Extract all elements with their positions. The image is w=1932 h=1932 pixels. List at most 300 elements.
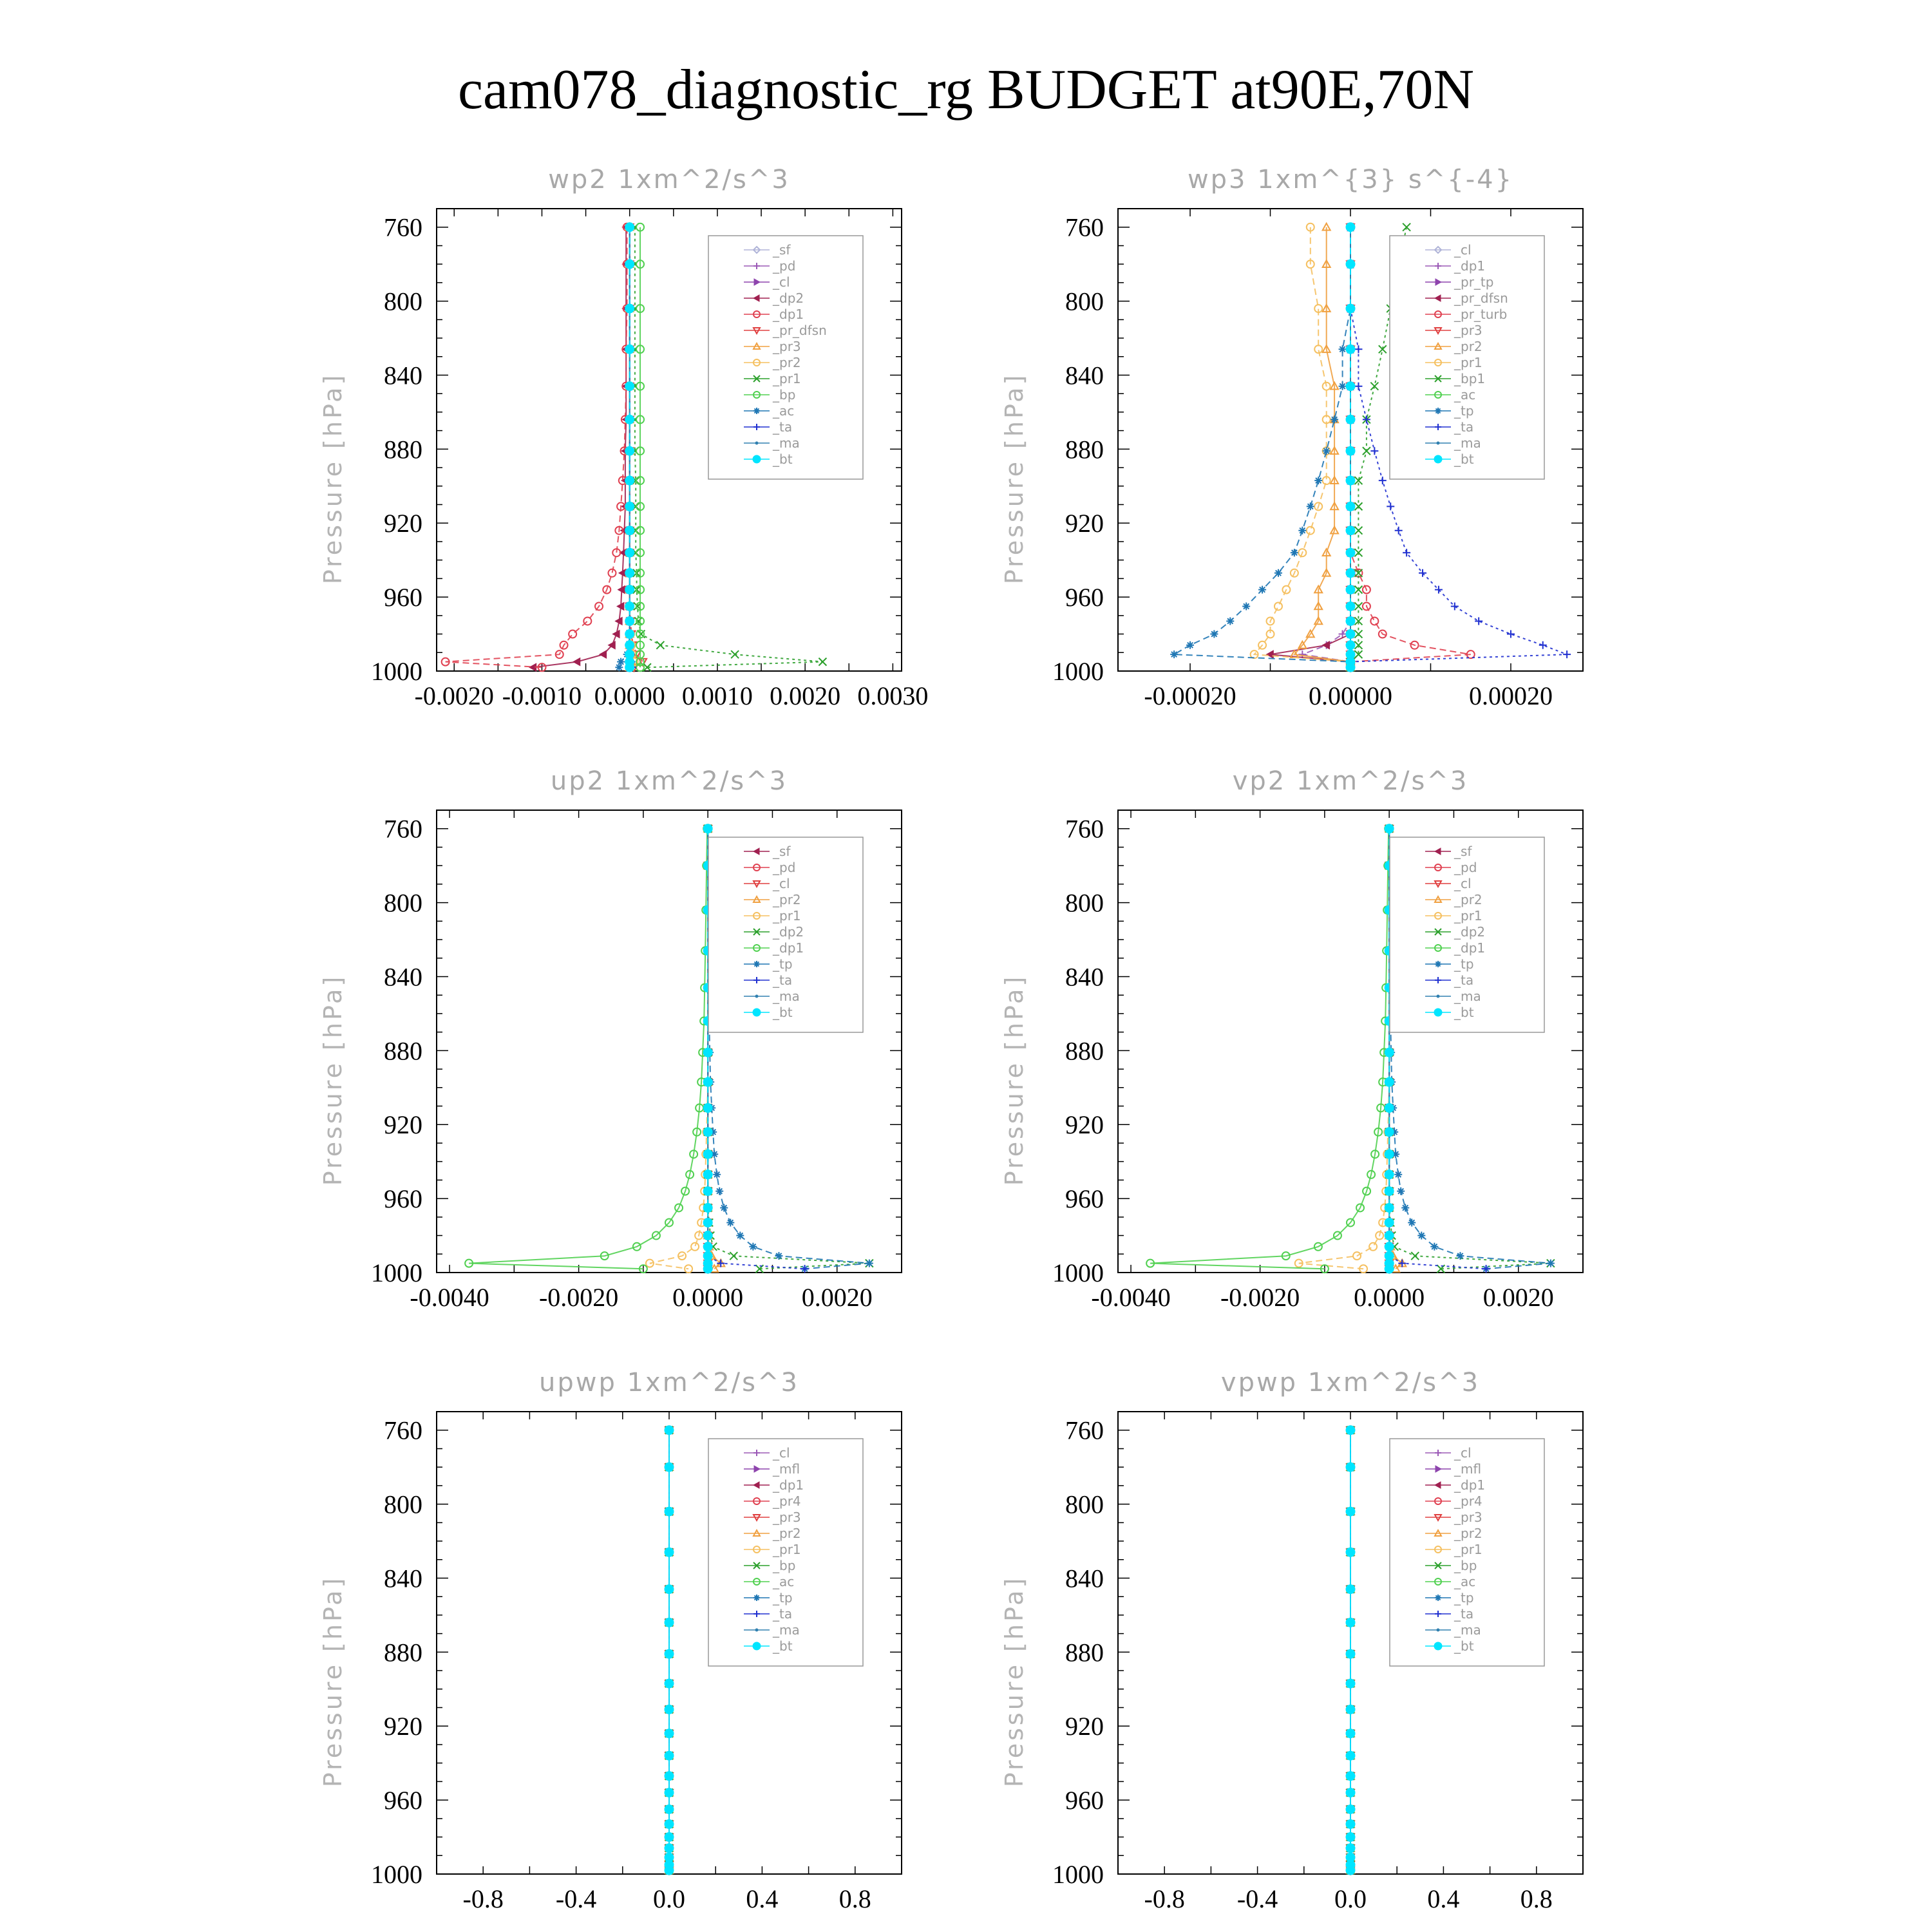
legend-marker: [1437, 995, 1440, 998]
legend-label: _pr2: [773, 1526, 801, 1541]
legend-label: _dp1: [1454, 940, 1486, 956]
data-point: [1346, 415, 1355, 424]
data-point: [1242, 602, 1250, 610]
data-point: [1307, 527, 1314, 535]
data-point: [1346, 641, 1355, 650]
y-tick-label: 920: [384, 1712, 422, 1741]
data-point: [1385, 1231, 1394, 1240]
x-tick-label: -0.0020: [414, 681, 494, 710]
legend-label: _pr_dfsn: [1454, 290, 1508, 306]
data-point: [1274, 569, 1282, 577]
data-point: [1379, 477, 1387, 484]
data-point: [625, 446, 634, 455]
legend-marker: [1434, 1009, 1442, 1016]
x-tick-label: -0.00020: [1144, 681, 1236, 710]
data-point: [866, 1260, 873, 1267]
data-point: [1346, 526, 1355, 535]
y-tick-label: 760: [1065, 1416, 1104, 1445]
data-point: [1385, 1218, 1394, 1227]
data-point: [569, 630, 576, 638]
data-point: [665, 1729, 674, 1738]
data-point: [665, 1463, 674, 1472]
data-point: [583, 617, 591, 625]
data-point: [1346, 345, 1355, 354]
data-point: [665, 1507, 674, 1516]
data-point: [1346, 446, 1355, 455]
data-point: [1346, 601, 1355, 611]
data-point: [665, 1618, 674, 1627]
data-point: [1354, 630, 1362, 638]
data-point: [625, 223, 634, 232]
data-point: [1346, 304, 1355, 313]
x-tick-label: 0.0020: [801, 1283, 873, 1312]
legend-marker: [753, 455, 761, 463]
y-axis-label: Pressure [hPa]: [319, 974, 347, 1186]
legend-label: _sf: [773, 242, 791, 258]
data-point: [665, 1705, 674, 1714]
y-tick-label: 920: [1065, 509, 1104, 538]
series-linedp1: [469, 829, 707, 1269]
y-tick-label: 800: [1065, 287, 1104, 316]
data-point: [1346, 1804, 1355, 1814]
legend-label: _pr1: [773, 908, 801, 923]
legend-label: _pr1: [773, 1542, 801, 1557]
data-point: [1346, 1788, 1355, 1797]
data-point: [1397, 1188, 1405, 1195]
legend-marker: [1434, 1642, 1442, 1650]
data-point: [720, 1204, 728, 1211]
data-point: [1346, 585, 1355, 594]
legend-label: _dp1: [773, 940, 804, 956]
legend-label: _dp1: [1454, 258, 1486, 274]
legend-marker: [753, 961, 760, 967]
y-tick-label: 960: [1065, 1786, 1104, 1815]
legend-label: _pr1: [1454, 1542, 1482, 1557]
data-point: [1385, 1103, 1394, 1112]
y-axis-label: Pressure [hPa]: [319, 1575, 347, 1788]
legend-label: _pr_tp: [1454, 274, 1494, 290]
legend-marker: [1435, 408, 1441, 414]
legend-label: _pr2: [1454, 339, 1482, 354]
y-tick-label: 760: [1065, 814, 1104, 844]
series-markersdp1: [465, 825, 711, 1273]
legend-label: _pd: [773, 860, 796, 875]
data-point: [1346, 1866, 1355, 1875]
legend-label: _pr_turb: [1454, 307, 1508, 322]
series-markersdp1: [442, 223, 631, 672]
legend-label: _dp1: [773, 307, 804, 322]
data-point: [1417, 1232, 1425, 1240]
y-tick-label: 760: [384, 814, 422, 844]
legend-label: _cl: [1454, 1445, 1472, 1461]
data-point: [1354, 586, 1362, 594]
y-tick-label: 880: [1065, 1036, 1104, 1066]
legend-label: _dp2: [773, 924, 804, 940]
series-markersdp2: [529, 223, 629, 672]
data-point: [1354, 641, 1362, 649]
data-point: [1346, 1772, 1355, 1781]
legend-label: _tp: [1454, 403, 1474, 419]
legend-label: _dp2: [773, 290, 804, 306]
legend-label: _pr_dfsn: [773, 323, 827, 338]
data-point: [1385, 1170, 1394, 1179]
legend-label: _bt: [773, 1638, 793, 1654]
data-point: [703, 1242, 712, 1251]
data-point: [1563, 650, 1571, 658]
data-point: [1370, 383, 1378, 390]
legend-label: _pr3: [1454, 323, 1482, 338]
series-linepr1: [1299, 829, 1389, 1269]
legend-marker: [1437, 442, 1440, 445]
legend-label: _ac: [1454, 1574, 1476, 1589]
data-point: [1346, 476, 1355, 485]
data-point: [1395, 527, 1403, 535]
x-tick-label: 0.0020: [770, 681, 841, 710]
data-point: [1354, 502, 1362, 510]
data-point: [1346, 223, 1355, 232]
panel-title: vp2 1xm^2/s^3: [1232, 766, 1469, 796]
data-point: [665, 1426, 674, 1435]
data-point: [1363, 447, 1370, 455]
data-point: [1346, 260, 1355, 269]
data-point: [1226, 617, 1234, 625]
data-point: [665, 1788, 674, 1797]
legend-marker: [1435, 1595, 1441, 1601]
data-point: [1539, 641, 1547, 649]
y-tick-label: 840: [1065, 361, 1104, 390]
series-linedp1: [446, 227, 627, 668]
y-tick-label: 1000: [1052, 1860, 1104, 1889]
legend-label: _pr2: [773, 355, 801, 370]
data-point: [1346, 1649, 1355, 1658]
data-point: [703, 1187, 712, 1196]
data-point: [1354, 549, 1362, 556]
series-markerspr1: [1295, 825, 1393, 1273]
data-point: [665, 1804, 674, 1814]
legend-label: _cl: [1454, 876, 1472, 891]
x-tick-label: 0.4: [1427, 1884, 1460, 1913]
legend-label: _pr1: [1454, 355, 1482, 370]
y-tick-label: 1000: [1052, 1258, 1104, 1287]
series-markerspr2: [1291, 223, 1354, 670]
legend: [1390, 837, 1544, 1032]
y-tick-label: 840: [1065, 962, 1104, 992]
data-point: [1339, 383, 1347, 390]
y-tick-label: 760: [1065, 213, 1104, 242]
data-point: [625, 630, 634, 639]
legend-label: _ac: [773, 1574, 795, 1589]
data-point: [703, 1103, 712, 1112]
x-tick-label: -0.0040: [1091, 1283, 1171, 1312]
data-point: [1339, 345, 1347, 353]
y-axis-label: Pressure [hPa]: [1000, 372, 1028, 585]
data-point: [703, 1048, 712, 1057]
x-tick-label: -0.0040: [410, 1283, 489, 1312]
data-point: [573, 658, 580, 666]
data-point: [713, 1171, 721, 1179]
legend-label: _pd: [1454, 860, 1477, 875]
legend-label: _mfl: [1454, 1461, 1482, 1477]
y-tick-label: 800: [384, 1490, 422, 1519]
panel-title: up2 1xm^2/s^3: [550, 766, 788, 796]
legend-marker: [753, 1009, 761, 1016]
x-tick-label: 0.8: [838, 1884, 871, 1913]
series-linepr-dfsn: [1271, 227, 1351, 668]
y-tick-label: 960: [1065, 583, 1104, 612]
series-linepr2: [1294, 227, 1350, 668]
legend: [708, 236, 863, 479]
data-point: [730, 1252, 737, 1260]
legend: [1390, 236, 1544, 479]
legend-label: _tp: [773, 1590, 793, 1605]
x-tick-label: 0.0020: [1482, 1283, 1554, 1312]
legend-label: _ta: [773, 972, 793, 988]
legend: [708, 837, 863, 1032]
series-markerspr1: [1251, 223, 1354, 672]
legend-label: _pr3: [773, 1510, 801, 1525]
legend-marker: [753, 1595, 760, 1601]
data-point: [1346, 1844, 1355, 1853]
data-point: [1346, 1507, 1355, 1516]
data-point: [1385, 1242, 1394, 1251]
x-tick-label: 0.8: [1520, 1884, 1553, 1913]
legend: [708, 1439, 863, 1666]
data-point: [1387, 502, 1394, 510]
data-point: [625, 663, 634, 672]
data-point: [1170, 650, 1178, 658]
panel-title: upwp 1xm^2/s^3: [539, 1368, 799, 1397]
data-point: [625, 616, 634, 625]
legend-label: _pr2: [1454, 1526, 1482, 1541]
data-point: [625, 502, 634, 511]
legend-label: _ta: [773, 419, 793, 435]
y-axis-label: Pressure [hPa]: [1000, 1575, 1028, 1788]
panel-title: wp2 1xm^2/s^3: [548, 165, 790, 194]
legend: [1390, 1439, 1544, 1666]
series-group: [1346, 1426, 1355, 1875]
legend-label: _bt: [1454, 1005, 1474, 1020]
legend-label: _pr2: [773, 892, 801, 907]
data-point: [1346, 1618, 1355, 1627]
data-point: [749, 1243, 757, 1251]
panel-upwp: [319, 1368, 902, 1913]
series-linepr1: [1255, 227, 1350, 668]
y-tick-label: 880: [1065, 1638, 1104, 1667]
data-point: [625, 476, 634, 485]
data-point: [1346, 1463, 1355, 1472]
data-point: [600, 650, 607, 658]
data-point: [1346, 548, 1355, 557]
legend-label: _cl: [773, 1445, 790, 1461]
legend-label: _bt: [1454, 1638, 1474, 1654]
legend-label: _tp: [1454, 956, 1474, 972]
data-point: [703, 1218, 712, 1227]
data-point: [1507, 630, 1515, 638]
legend-marker: [755, 442, 759, 445]
x-tick-label: -0.4: [555, 1884, 597, 1913]
data-point: [1354, 602, 1362, 610]
panel-vpwp: [1000, 1368, 1583, 1913]
y-tick-label: 1000: [1052, 657, 1104, 686]
x-tick-label: 0.0000: [594, 681, 665, 710]
legend-label: _tp: [773, 956, 793, 972]
legend-label: _bt: [773, 1005, 793, 1020]
data-point: [1354, 383, 1362, 390]
legend-label: _bp: [1454, 1558, 1477, 1573]
legend-label: _pr3: [773, 339, 801, 354]
x-tick-label: 0.0030: [857, 681, 929, 710]
legend-label: _pr1: [1454, 908, 1482, 923]
x-tick-label: -0.8: [1144, 1884, 1185, 1913]
legend-label: _ma: [773, 435, 800, 451]
legend-label: _ta: [1454, 1606, 1474, 1622]
data-point: [1307, 502, 1314, 510]
data-point: [665, 1819, 674, 1828]
data-point: [1385, 1150, 1394, 1159]
y-tick-label: 1000: [371, 657, 422, 686]
legend-label: _pr4: [1454, 1493, 1482, 1509]
data-point: [665, 1751, 674, 1760]
legend-label: _pr4: [773, 1493, 801, 1509]
data-point: [665, 1585, 674, 1594]
data-point: [1346, 1426, 1355, 1435]
legend-marker: [1437, 1629, 1440, 1632]
y-tick-label: 960: [1065, 1184, 1104, 1214]
data-point: [656, 641, 664, 649]
legend-label: _cl: [773, 876, 790, 891]
panel-wp3: [1000, 165, 1583, 710]
legend-label: _cl: [1454, 242, 1472, 258]
series-linepr1: [650, 829, 708, 1269]
data-point: [1408, 1218, 1416, 1226]
data-point: [625, 526, 634, 535]
data-point: [715, 1188, 723, 1195]
data-point: [703, 1203, 712, 1212]
data-point: [1346, 569, 1355, 578]
panel-up2: [319, 766, 902, 1312]
legend-marker: [753, 408, 760, 414]
x-tick-label: 0.00020: [1468, 681, 1553, 710]
legend-label: _ta: [1454, 972, 1474, 988]
data-point: [1385, 1203, 1394, 1212]
data-point: [665, 1866, 674, 1875]
y-tick-label: 840: [384, 962, 422, 992]
x-tick-label: 0.0010: [681, 681, 753, 710]
y-tick-label: 1000: [371, 1860, 422, 1889]
x-tick-label: 0.4: [746, 1884, 779, 1913]
x-tick-label: 0.0000: [672, 1283, 744, 1312]
legend-marker: [755, 1629, 759, 1632]
data-point: [665, 1772, 674, 1781]
legend-label: _ma: [1454, 989, 1481, 1004]
panel-vp2: [1000, 766, 1583, 1312]
legend-marker: [1434, 455, 1442, 463]
data-point: [1354, 345, 1362, 353]
y-tick-label: 920: [384, 1110, 422, 1140]
data-point: [1346, 630, 1355, 639]
y-tick-label: 920: [1065, 1712, 1104, 1741]
legend-label: _dp1: [773, 1477, 804, 1493]
series-markersdp1: [1146, 825, 1392, 1273]
legend-label: _tp: [1454, 1590, 1474, 1605]
series-group: [665, 1426, 674, 1875]
data-point: [625, 585, 634, 594]
legend-label: _bp: [773, 1558, 796, 1573]
y-tick-label: 800: [1065, 888, 1104, 918]
data-point: [1370, 447, 1378, 455]
y-tick-label: 800: [384, 888, 422, 918]
legend-label: _bp1: [1454, 371, 1486, 386]
data-point: [615, 663, 623, 671]
legend-label: _ac: [773, 403, 795, 419]
x-tick-label: -0.0020: [1220, 1283, 1300, 1312]
y-tick-label: 880: [384, 1638, 422, 1667]
data-point: [1346, 1548, 1355, 1557]
data-point: [1456, 1252, 1464, 1260]
y-tick-label: 840: [384, 1564, 422, 1593]
data-point: [1346, 1679, 1355, 1688]
legend-label: _ma: [773, 1622, 800, 1638]
data-point: [731, 650, 739, 658]
data-point: [665, 1548, 674, 1557]
data-point: [625, 641, 634, 650]
figure-title: cam078_diagnostic_rg BUDGET at90E,70N: [457, 59, 1475, 121]
legend-label: _ma: [1454, 1622, 1481, 1638]
data-point: [665, 1833, 674, 1842]
legend-marker: [1435, 961, 1441, 967]
y-tick-label: 920: [384, 509, 422, 538]
data-point: [625, 304, 634, 313]
data-point: [625, 569, 634, 578]
y-tick-label: 880: [384, 435, 422, 464]
data-point: [703, 1150, 712, 1159]
legend-label: _ta: [773, 1606, 793, 1622]
legend-marker: [755, 995, 759, 998]
data-point: [1323, 447, 1331, 455]
data-point: [1401, 1204, 1409, 1211]
data-point: [703, 1170, 712, 1179]
data-point: [1547, 1260, 1555, 1267]
data-point: [703, 1264, 712, 1273]
x-tick-label: 0.00000: [1309, 681, 1392, 710]
panel-title: vpwp 1xm^2/s^3: [1220, 1368, 1481, 1397]
data-point: [1385, 824, 1394, 833]
legend-label: _bt: [773, 451, 793, 467]
data-point: [1346, 1729, 1355, 1738]
data-point: [775, 1252, 782, 1260]
data-point: [1346, 616, 1355, 625]
data-point: [625, 415, 634, 424]
data-point: [1274, 602, 1282, 610]
legend-label: _ma: [773, 989, 800, 1004]
data-point: [1475, 617, 1482, 625]
legend-label: _ac: [1454, 387, 1476, 402]
data-point: [625, 601, 634, 611]
series-linedp1: [1150, 829, 1388, 1269]
data-point: [1210, 630, 1218, 638]
data-point: [1186, 641, 1194, 649]
data-point: [625, 345, 634, 354]
data-point: [625, 260, 634, 269]
y-tick-label: 840: [1065, 1564, 1104, 1593]
data-point: [726, 1218, 734, 1226]
x-tick-label: -0.0020: [538, 1283, 619, 1312]
data-point: [1314, 477, 1322, 484]
panel-title: wp3 1xm^{3} s^{-4}: [1187, 165, 1514, 194]
data-point: [1369, 1243, 1377, 1251]
legend-label: _bp: [773, 387, 796, 402]
y-tick-label: 760: [384, 1416, 422, 1445]
